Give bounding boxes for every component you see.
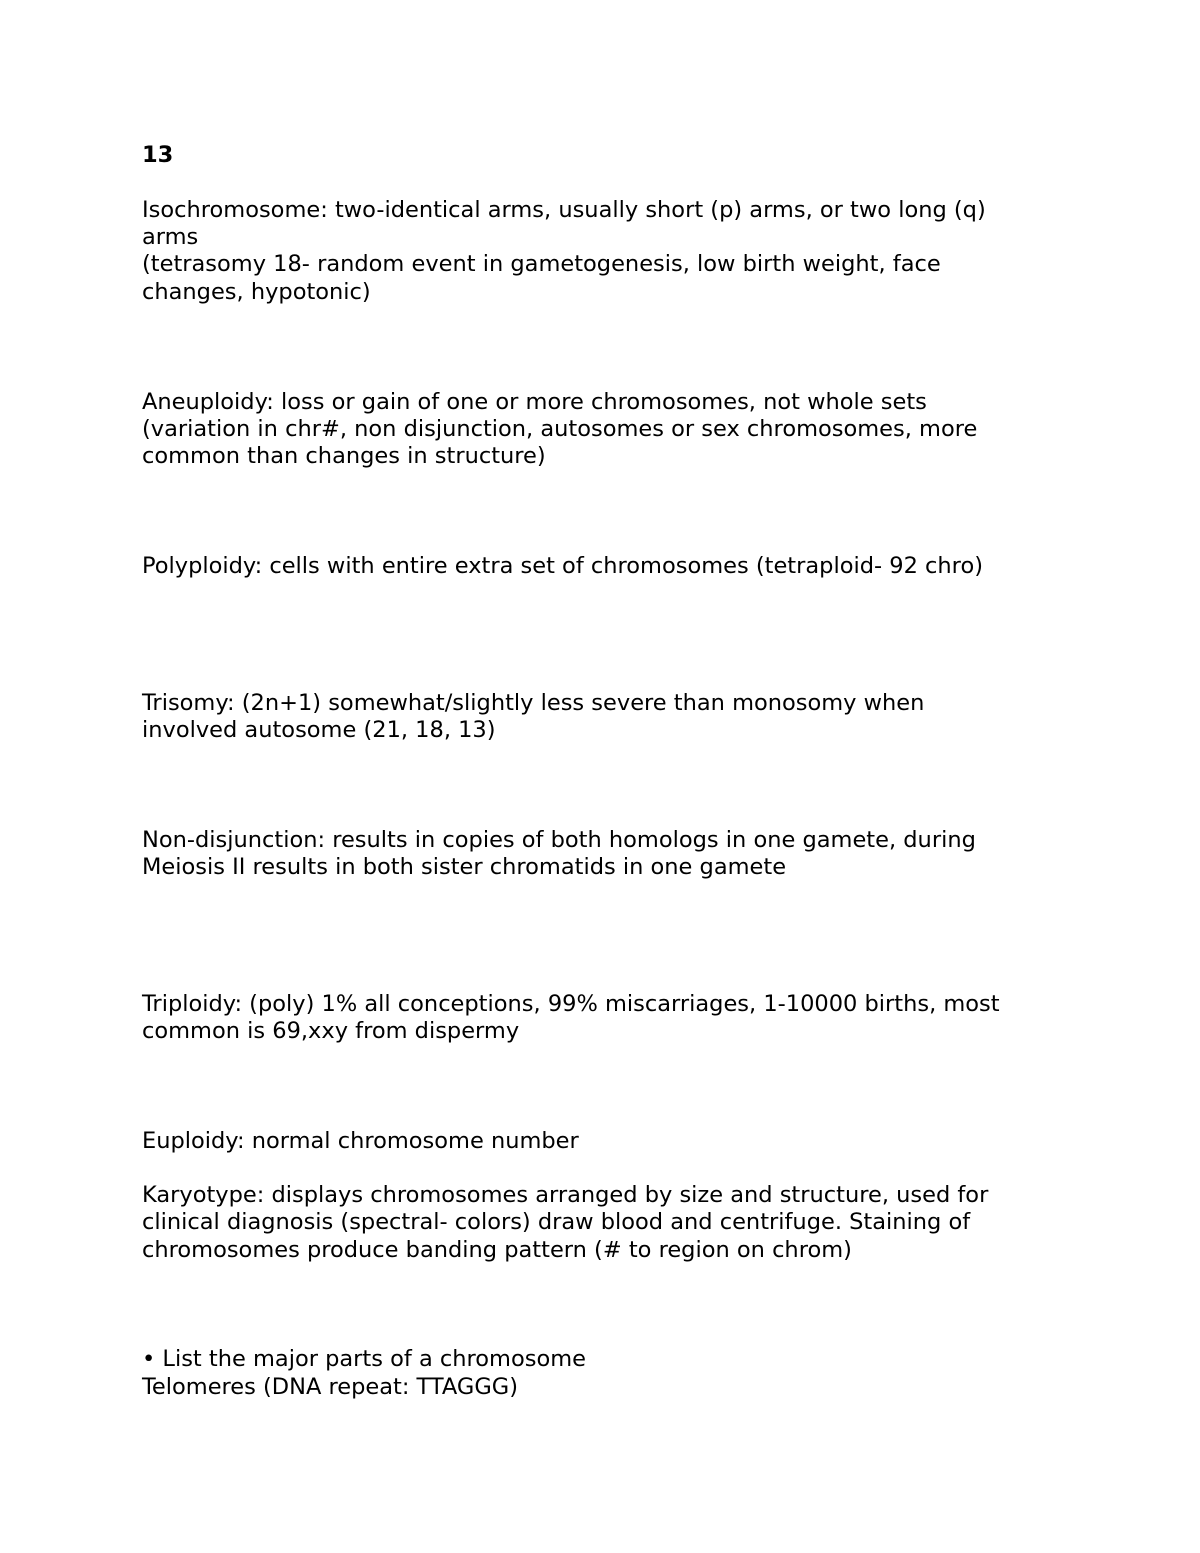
text-line: Euploidy: normal chromosome number (142, 1128, 579, 1154)
text-line: Karyotype: displays chromosomes arranged by size and structure, used for (142, 1182, 989, 1208)
text-line: common is 69,xxy from dispermy (142, 1018, 520, 1044)
text-line: common than changes in structure) (142, 443, 546, 469)
text-line: Meiosis II results in both sister chromatids in one gamete (142, 854, 787, 880)
bullet-item: • List the major parts of a chromosome (142, 1346, 586, 1372)
page-heading: 13 (142, 142, 174, 168)
text-line: chromosomes produce banding pattern (# to region on chrom) (142, 1237, 852, 1263)
text-line: involved autosome (21, 18, 13) (142, 717, 496, 743)
text-line: clinical diagnosis (spectral- colors) draw blood and centrifuge. Staining of (142, 1209, 971, 1235)
text-line: (variation in chr#, non disjunction, autosomes or sex chromosomes, more (142, 416, 978, 442)
text-line: Trisomy: (2n+1) somewhat/slightly less severe than monosomy when (142, 690, 925, 716)
text-line: Polyploidy: cells with entire extra set of chromosomes (tetraploid- 92 chro) (142, 553, 983, 579)
text-line: changes, hypotonic) (142, 279, 371, 305)
text-line: (tetrasomy 18- random event in gametogenesis, low birth weight, face (142, 251, 941, 277)
text-line: Aneuploidy: loss or gain of one or more chromosomes, not whole sets (142, 389, 927, 415)
text-line: Isochromosome: two-identical arms, usually short (p) arms, or two long (q) (142, 197, 986, 223)
text-line: Triploidy: (poly) 1% all conceptions, 99% miscarriages, 1-10000 births, most (142, 991, 1000, 1017)
text-line: arms (142, 224, 199, 250)
text-line: Non-disjunction: results in copies of both homologs in one gamete, during (142, 827, 976, 853)
text-line: Telomeres (DNA repeat: TTAGGG) (142, 1374, 518, 1400)
